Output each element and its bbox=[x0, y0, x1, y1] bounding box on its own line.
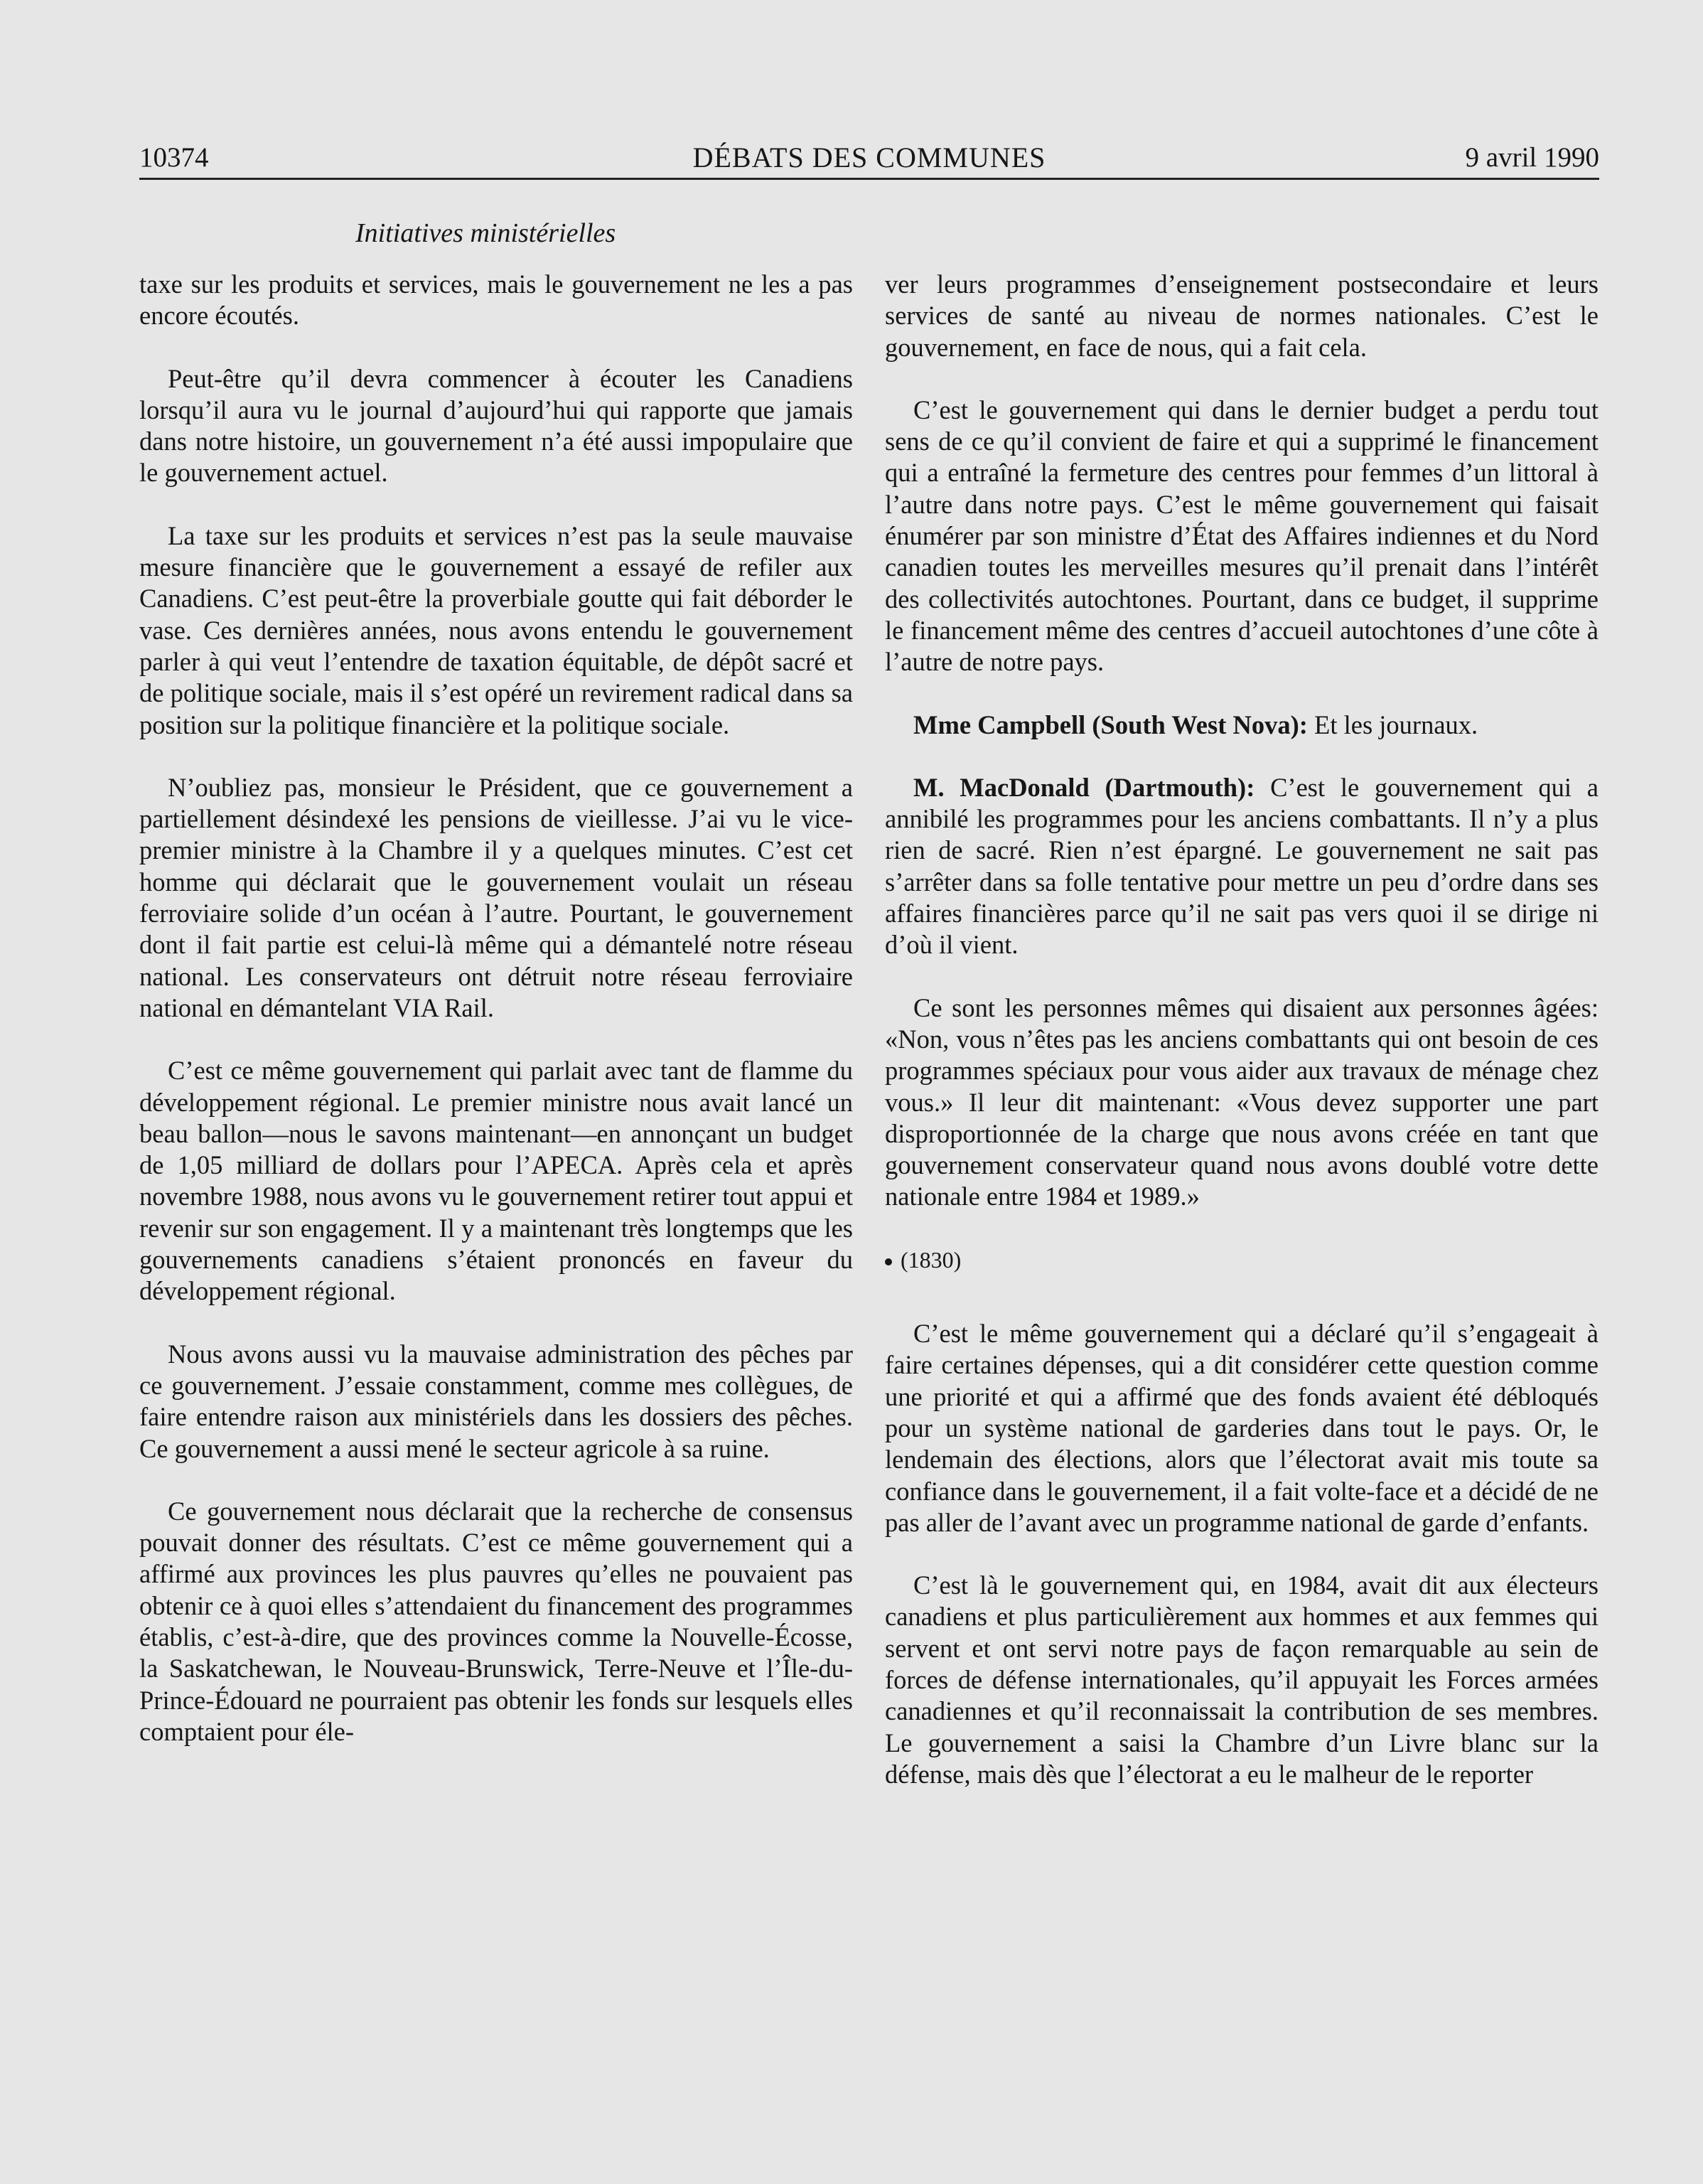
paragraph: C’est le même gouvernement qui a déclaré qu’il s’engageait à faire certaines dépenses, qui a dit considérer cette question comme une priorité et qui a affirmé que des fonds avaient été débloqués pour un système national de garderies dans tout le pays. Or, le lendemain des élections, alors que l’électorat avait mis toute sa confiance dans le gouvernement, il a fait volte-face et a décidé de ne pas aller de l’avant avec un programme national de garde d’enfants. bbox=[885, 1319, 1599, 1537]
page-header bbox=[139, 139, 1599, 179]
speaker-name: M. MacDonald (Dartmouth): bbox=[913, 772, 1255, 802]
paragraph: Ce sont les personnes mêmes qui disaient aux personnes âgées: «Non, vous n’êtes pas les anciens combattants qui ont besoin de ces programmes spéciaux pour vous aider aux travaux de ménage chez vous.» Il leur dit maintenant: «Vous devez supporter une part disproportionnée de la charge que nous avons créée en tant que gouvernement conservateur quand nous avons doublé votre dette nationale entre 1984 et 1989.» bbox=[885, 992, 1599, 1211]
bullet-icon bbox=[885, 1258, 892, 1265]
paragraph: ver leurs programmes d’enseignement postsecondaire et leurs services de santé au niveau de normes nationales. C’est le gouvernement, en face de nous, qui a fait cela. bbox=[885, 269, 1599, 362]
paragraph: C’est ce même gouvernement qui parlait avec tant de flamme du développement régional. Le premier ministre nous avait lancé un beau ballon—nous le savons maintenant—en annonçant un budget de 1,05 milliard de dollars pour l’APECA. Après cela et après novembre 1988, nous avons vu le gouvernement retirer tout appui et revenir sur son engagement. Il y a maintenant très longtemps que les gouvernements canadiens s’étaient prononcés en faveur du développement régional. bbox=[139, 1056, 853, 1306]
paragraph: C’est là le gouvernement qui, en 1984, avait dit aux électeurs canadiens et plus particulièrement aux hommes et aux femmes qui servent et ont servi notre pays de façon remarquable au sein de forces de défense internationales, qu’il appuyait les Forces armées canadiennes et qu’il reconnaissait la contribution de ses membres. Le gouvernement a saisi la Chambre d’un Livre blanc sur la défense, mais dès que l’électorat a eu le malheur de le reporter bbox=[885, 1570, 1599, 1789]
time-marker-text: (1830) bbox=[901, 1246, 962, 1273]
speaker-paragraph bbox=[885, 772, 1599, 961]
right-column bbox=[885, 269, 1599, 1821]
publication-date: 9 avril 1990 bbox=[1465, 142, 1599, 173]
time-marker bbox=[885, 1244, 1599, 1275]
header-rule bbox=[139, 178, 1599, 180]
paragraph: N’oubliez pas, monsieur le Président, que ce gouvernement a partiellement désindexé les pensions de vieillesse. J’ai vu le vice-premier ministre à la Chambre il y a quelques minutes. C’est cet homme qui déclarait que le gouvernement voulait un réseau ferroviaire solide d’un océan à l’autre. Pourtant, le gouvernement dont il fait partie est celui-là même qui a démantelé notre réseau national. Les conservateurs ont détruit notre réseau ferroviaire national en démantelant VIA Rail. bbox=[139, 772, 853, 1022]
publication-title: DÉBATS DES COMMUNES bbox=[692, 141, 1046, 173]
speaker-paragraph bbox=[885, 710, 1599, 741]
paragraph: La taxe sur les produits et services n’est pas la seule mauvaise mesure financière que le gouvernement a essayé de refiler aux Canadiens. C’est peut-être la proverbiale goutte qui fait déborder le vase. Ces dernières années, nous avons entendu le gouvernement parler à qui veut l’entendre de taxation équitable, de dépôt sacré et de politique sociale, mais il s’est opéré un revirement radical dans sa position sur la politique financière et la politique sociale. bbox=[139, 520, 853, 739]
paragraph: taxe sur les produits et services, mais le gouvernement ne les a pas encore écoutés. bbox=[139, 269, 853, 331]
speaker-name: Mme Campbell (South West Nova): bbox=[913, 710, 1308, 739]
paragraph: C’est le gouvernement qui dans le dernier budget a perdu tout sens de ce qu’il convient de faire et qui a supprimé le financement qui a entraîné la fermeture des centres pour femmes d’un littoral à l’autre dans notre pays. C’est le même gouvernement qui faisait énumérer par son ministre d’État des Affaires indiennes et du Nord canadien toutes les merveilles mesures qu’il prenait dans l’intérêt des collectivités autochtones. Pourtant, dans ce budget, il supprime le financement même des centres d’accueil autochtones d’une côte à l’autre de notre pays. bbox=[885, 395, 1599, 677]
speaker-text: C’est le gouvernement qui a annibilé les programmes pour les anciens combattants. Il n’y a plus rien de sacré. Rien n’est épargné. Le gouvernement ne sait pas s’arrêter dans sa folle tentative pour mettre un peu d’ordre dans ses affaires financières parce qu’il ne sait pas vers quoi il se dirige ni d’où il vient. bbox=[885, 772, 1599, 960]
section-heading: Initiatives ministérielles bbox=[355, 218, 616, 248]
paragraph: Peut-être qu’il devra commencer à écouter les Canadiens lorsqu’il aura vu le journal d’aujourd’hui qui rapporte que jamais dans notre histoire, un gouvernement n’a été aussi impopulaire que le gouvernement actuel. bbox=[139, 363, 853, 488]
speaker-text: Et les journaux. bbox=[1307, 710, 1478, 739]
paragraph: Nous avons aussi vu la mauvaise administration des pêches par ce gouvernement. J’essaie constamment, comme mes collègues, de faire entendre raison aux ministériels dans les dossiers des pêches. Ce gouvernement a aussi mené le secteur agricole à sa ruine. bbox=[139, 1339, 853, 1463]
left-column bbox=[139, 269, 853, 1779]
page-number: 10374 bbox=[139, 142, 209, 173]
paragraph: Ce gouvernement nous déclarait que la recherche de consensus pouvait donner des résultats. C’est ce même gouvernement qui a affirmé aux provinces les plus pauvres qu’elles ne pouvaient pas obtenir ce à quoi elles s’attendaient du financement des programmes établis, c’est-à-dire, que des provinces comme la Nouvelle-Écosse, la Saskatchewan, le Nouveau-Brunswick, Terre-Neuve et l’Île-du-Prince-Édouard ne pourraient pas obtenir les fonds sur lesquels elles comptaient pour éle- bbox=[139, 1496, 853, 1746]
